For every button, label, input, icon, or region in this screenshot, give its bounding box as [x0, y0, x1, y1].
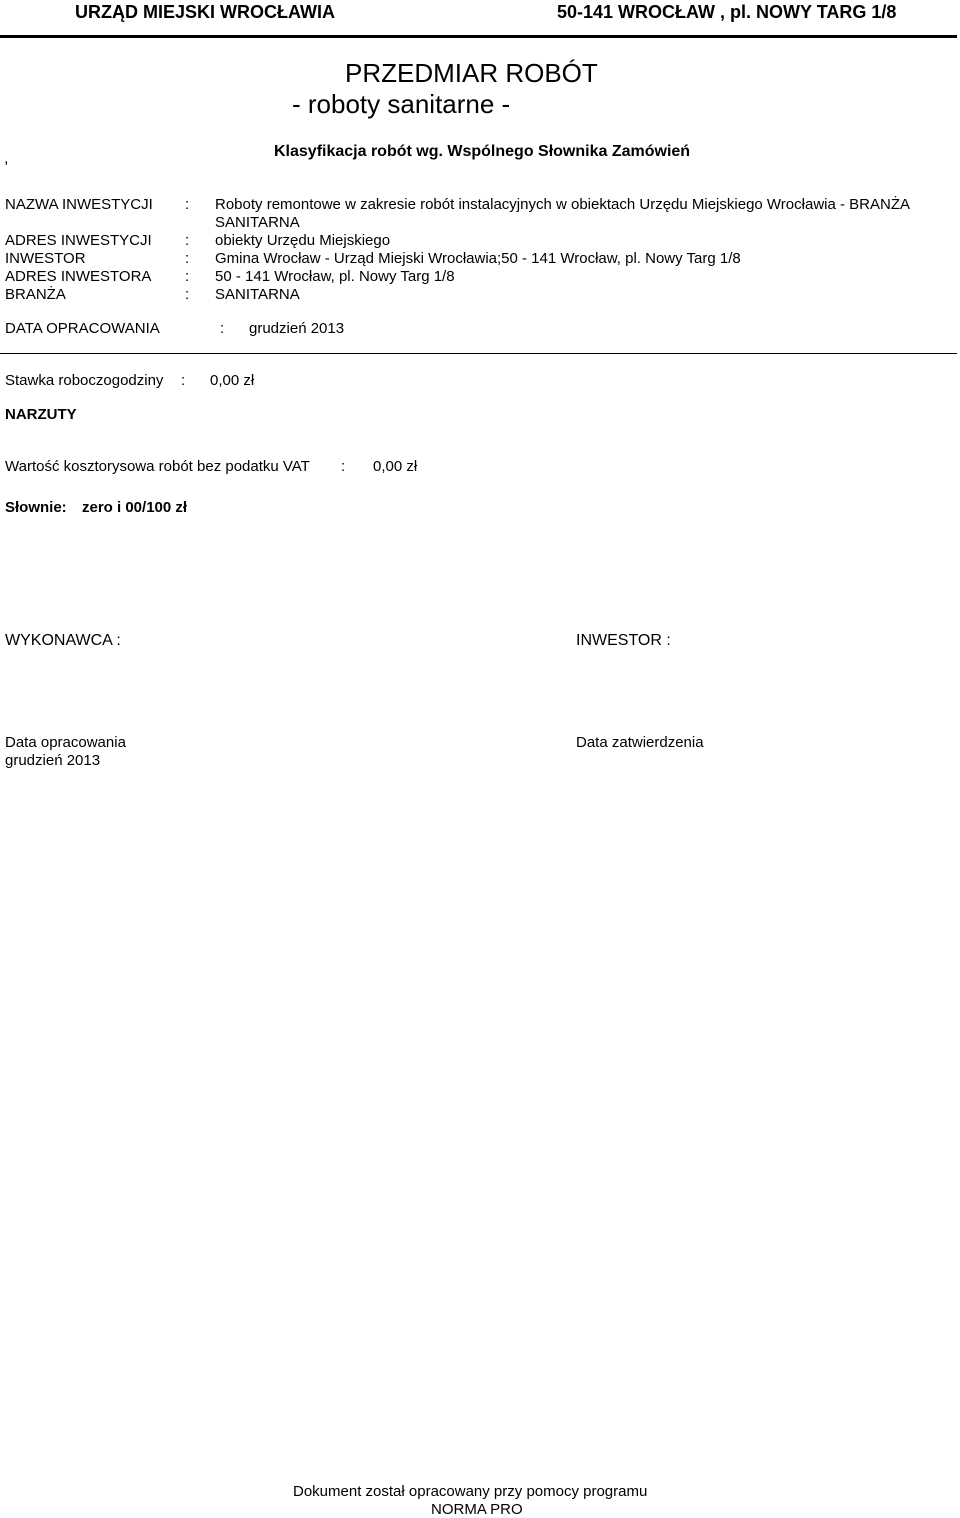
investment-address-colon: :	[185, 232, 190, 249]
date-colon: :	[220, 320, 225, 337]
estimated-value-amount: 0,00 zł	[373, 458, 418, 475]
footer-program-name: NORMA PRO	[431, 1501, 523, 1518]
surcharges-heading: NARZUTY	[5, 406, 77, 423]
contractor-label: WYKONAWCA :	[5, 632, 121, 649]
approval-date-label: Data zatwierdzenia	[576, 734, 704, 751]
investor-address-colon: :	[185, 268, 190, 285]
investment-name-label: NAZWA INWESTYCJI	[5, 196, 153, 213]
investor-address-label: ADRES INWESTORA	[5, 268, 152, 285]
hourly-rate-colon: :	[181, 372, 186, 389]
section-divider	[0, 353, 957, 354]
header-address: 50-141 WROCŁAW , pl. NOWY TARG 1/8	[557, 2, 897, 22]
estimated-value-label: Wartość kosztorysowa robót bez podatku VAT	[5, 458, 310, 475]
prepared-date-value: grudzień 2013	[5, 752, 101, 769]
investment-name-value-cont: SANITARNA	[215, 214, 300, 231]
estimated-value-colon: :	[341, 458, 346, 475]
header-organization: URZĄD MIEJSKI WROCŁAWIA	[75, 2, 335, 22]
investment-name-colon: :	[185, 196, 190, 213]
investor-signature-label: INWESTOR :	[576, 632, 671, 649]
stray-comma: ,	[4, 150, 9, 167]
document-title: PRZEDMIAR ROBÓT	[345, 58, 598, 88]
investor-address-value: 50 - 141 Wrocław, pl. Nowy Targ 1/8	[215, 268, 455, 285]
document-subtitle: - roboty sanitarne -	[292, 89, 511, 119]
hourly-rate-label: Stawka roboczogodziny	[5, 372, 164, 389]
date-label: DATA OPRACOWANIA	[5, 320, 160, 337]
classification-label: Klasyfikacja robót wg. Wspólnego Słownika Zamówień	[274, 143, 691, 160]
header-divider	[0, 35, 957, 38]
investor-value: Gmina Wrocław - Urząd Miejski Wrocławia;50 - 141 Wrocław, pl. Nowy Targ 1/8	[215, 250, 741, 267]
in-words-value: zero i 00/100 zł	[82, 499, 188, 516]
hourly-rate-value: 0,00 zł	[210, 372, 255, 389]
investment-address-label: ADRES INWESTYCJI	[5, 232, 152, 249]
branch-value: SANITARNA	[215, 286, 300, 303]
in-words-label: Słownie:	[5, 499, 67, 516]
prepared-date-label: Data opracowania	[5, 734, 126, 751]
branch-label: BRANŻA	[5, 286, 66, 303]
investor-colon: :	[185, 250, 190, 267]
investor-label: INWESTOR	[5, 250, 86, 267]
investment-address-value: obiekty Urzędu Miejskiego	[215, 232, 391, 249]
footer-note: Dokument został opracowany przy pomocy programu	[293, 1483, 648, 1500]
date-value: grudzień 2013	[249, 320, 345, 337]
branch-colon: :	[185, 286, 190, 303]
investment-name-value: Roboty remontowe w zakresie robót instalacyjnych w obiektach Urzędu Miejskiego Wrocławia - BRANŻA	[215, 196, 910, 213]
